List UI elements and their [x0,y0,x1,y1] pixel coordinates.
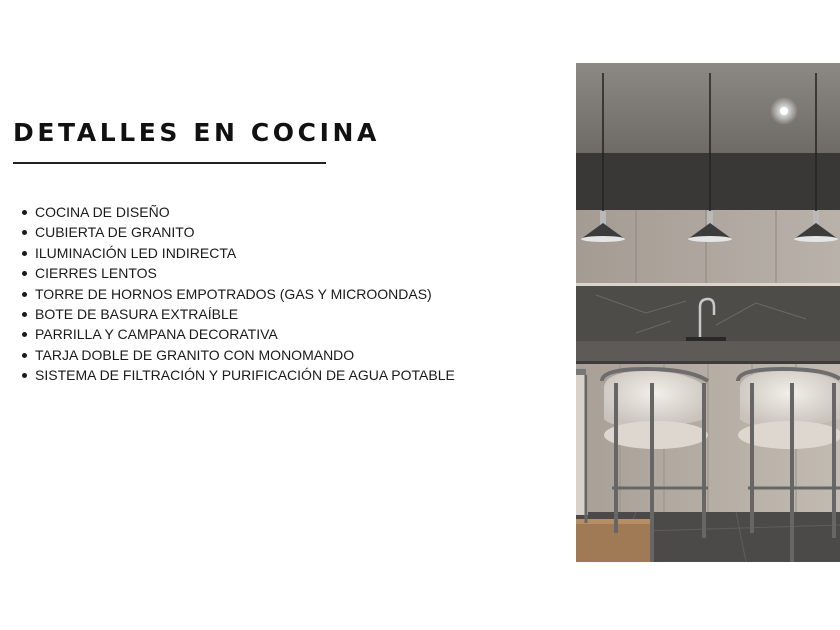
bullet-icon [22,230,27,235]
heading-divider [13,162,326,164]
feature-text: SISTEMA DE FILTRACIÓN Y PURIFICACIÓN DE AGUA POTABLE [35,367,455,384]
bullet-icon [22,373,27,378]
feature-item [22,222,455,242]
feature-item [22,263,455,283]
feature-text: BOTE DE BASURA EXTRAÍBLE [35,306,239,323]
bullet-icon [22,292,27,297]
bullet-icon [22,312,27,317]
bullet-icon [22,353,27,358]
bullet-icon [22,271,27,276]
bullet-icon [22,210,27,215]
feature-text: TARJA DOBLE DE GRANITO CON MONOMANDO [35,346,355,363]
feature-item [22,202,455,222]
feature-text: COCINA DE DISEÑO [35,204,170,220]
feature-item [22,365,455,385]
feature-list [22,202,455,386]
feature-text: ILUMINACIÓN LED INDIRECTA [35,244,237,261]
feature-text: TORRE DE HORNOS EMPOTRADOS (GAS Y MICROONDAS) [35,285,432,302]
feature-item [22,284,455,304]
feature-text: CUBIERTA DE GRANITO [35,224,195,241]
feature-item [22,345,455,365]
feature-item [22,324,455,344]
section-heading: DETALLES EN COCINA [13,118,380,147]
feature-item [22,243,455,263]
feature-text: PARRILLA Y CAMPANA DECORATIVA [35,326,278,343]
kitchen-photo [576,63,840,562]
feature-item [22,304,455,324]
bullet-icon [22,251,27,256]
feature-text: CIERRES LENTOS [35,265,157,282]
bullet-icon [22,332,27,337]
